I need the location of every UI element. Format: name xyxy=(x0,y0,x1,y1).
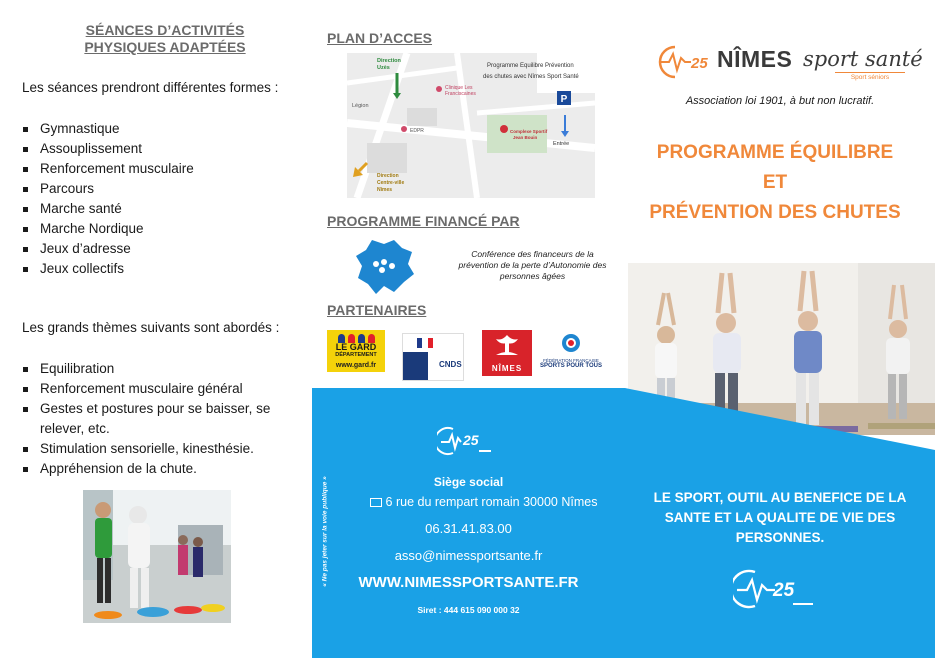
list-item: Appréhension de la chute. xyxy=(0,459,312,479)
session-photo xyxy=(83,490,231,623)
map-label-direction-bottom3: Nîmes xyxy=(377,187,393,193)
logo-ffspt: FÉDÉRATION FRANÇAISE SPORTS POUR TOUS xyxy=(536,333,606,377)
french-flag-icon xyxy=(417,338,433,348)
activities-intro: Les séances prendront différentes formes : xyxy=(22,80,279,95)
nss-brand-logo-icon xyxy=(657,44,721,80)
map-label-direction-bottom2: Centre-ville xyxy=(377,180,405,186)
svg-text:25: 25 xyxy=(463,432,479,448)
parking-label: P xyxy=(560,94,568,105)
activities-title: SÉANCES D’ACTIVITÉS PHYSIQUES ADAPTÉES xyxy=(84,22,246,55)
gard-url: www.gard.fr xyxy=(335,362,377,369)
gard-map-icon xyxy=(354,238,416,296)
list-item: Marche santé xyxy=(0,199,312,219)
financed-title: PROGRAMME FINANCÉ PAR xyxy=(327,213,520,229)
access-map xyxy=(347,53,595,198)
program-title: PROGRAMME ÉQUILIBRE ET PRÉVENTION DES CHUTES xyxy=(649,142,901,223)
nss-logo-icon xyxy=(437,426,497,456)
map-label-direction-bottom1: Direction xyxy=(377,173,399,179)
themes-list xyxy=(0,359,312,479)
email-link[interactable]: asso@nimessportsante.fr xyxy=(394,548,543,563)
themes-intro: Les grands thèmes suivants sont abordés : xyxy=(22,320,280,335)
map-caption-line2: des chutes avec Nîmes Sport Santé xyxy=(483,74,579,80)
crocodile-palm-icon xyxy=(492,333,522,359)
list-item: Renforcement musculaire général xyxy=(0,379,312,399)
map-label-direction-top: Direction xyxy=(377,58,401,64)
left-panel xyxy=(0,0,312,658)
map-label-complex1: Complexe Sportif xyxy=(510,129,548,134)
list-item: Gestes et postures pour se baisser, se relever, etc. xyxy=(0,399,312,439)
svg-text:25: 25 xyxy=(773,580,795,601)
logo-sub-text: Sport séniors xyxy=(835,72,905,81)
envelope-icon xyxy=(370,498,382,507)
map-label-clinic2: Franciscaines xyxy=(445,91,476,97)
activities-list xyxy=(0,119,312,279)
svg-text:25: 25 xyxy=(691,55,708,72)
siret-number: Siret : 444 615 090 000 32 xyxy=(417,605,520,615)
map-label-edpr: EDPR xyxy=(410,128,424,134)
map-label-entree: Entrée xyxy=(553,141,570,147)
list-item: Renforcement musculaire xyxy=(0,159,312,179)
right-panel xyxy=(625,0,935,658)
middle-panel xyxy=(312,0,625,658)
logo-sport-sante-text: sport santé xyxy=(803,47,923,71)
map-label-complex2: Jean Bouin xyxy=(513,135,538,140)
list-item: Stimulation sensorielle, kinesthésie. xyxy=(0,439,312,459)
nss-footer-logo-icon xyxy=(733,568,819,610)
list-item: Equilibration xyxy=(0,359,312,379)
partners-title: PARTENAIRES xyxy=(327,302,427,318)
financer-text: Conférence des financeurs de la prévention de la perte d’Autonomie des personnes âgées xyxy=(458,249,607,281)
website-link[interactable]: WWW.NIMESSPORTSANTE.FR xyxy=(358,574,579,591)
list-item: Jeux collectifs xyxy=(0,259,312,279)
hq-address: 6 rue du rempart romain 30000 Nîmes xyxy=(342,495,625,509)
map-label-clinic1: Clinique Les xyxy=(445,85,473,91)
logo-nimes: NÎMES xyxy=(482,330,532,376)
map-caption-line1: Programme Equilibre Prévention xyxy=(487,63,574,69)
map-label-legion: Légion xyxy=(352,103,369,109)
contact-panel xyxy=(312,388,625,658)
phone-number: 06.31.41.83.00 xyxy=(425,521,512,536)
no-litter-note: « Ne pas jeter sur la voie publique » xyxy=(321,476,329,587)
map-label-uzes: Uzès xyxy=(377,65,390,71)
list-item: Gymnastique xyxy=(0,119,312,139)
list-item: Parcours xyxy=(0,179,312,199)
list-item: Assouplissement xyxy=(0,139,312,159)
association-status: Association loi 1901, à but non lucratif. xyxy=(685,95,875,107)
list-item: Marche Nordique xyxy=(0,219,312,239)
list-item: Jeux d’adresse xyxy=(0,239,312,259)
logo-gard: LE GARD DÉPARTEMENT xyxy=(327,330,385,372)
ffspt-emblem-icon xyxy=(561,333,581,353)
slogan-text: LE SPORT, OUTIL AU BENEFICE DE LA SANTE ET LA QUALITE DE VIE DES PERSONNES. xyxy=(653,490,907,545)
logo-cnds: CNDS xyxy=(402,333,464,381)
access-plan-title: PLAN D’ACCES xyxy=(327,30,433,46)
hq-title: Siège social xyxy=(433,475,504,489)
logo-nimes-text: NÎMES xyxy=(717,46,793,72)
